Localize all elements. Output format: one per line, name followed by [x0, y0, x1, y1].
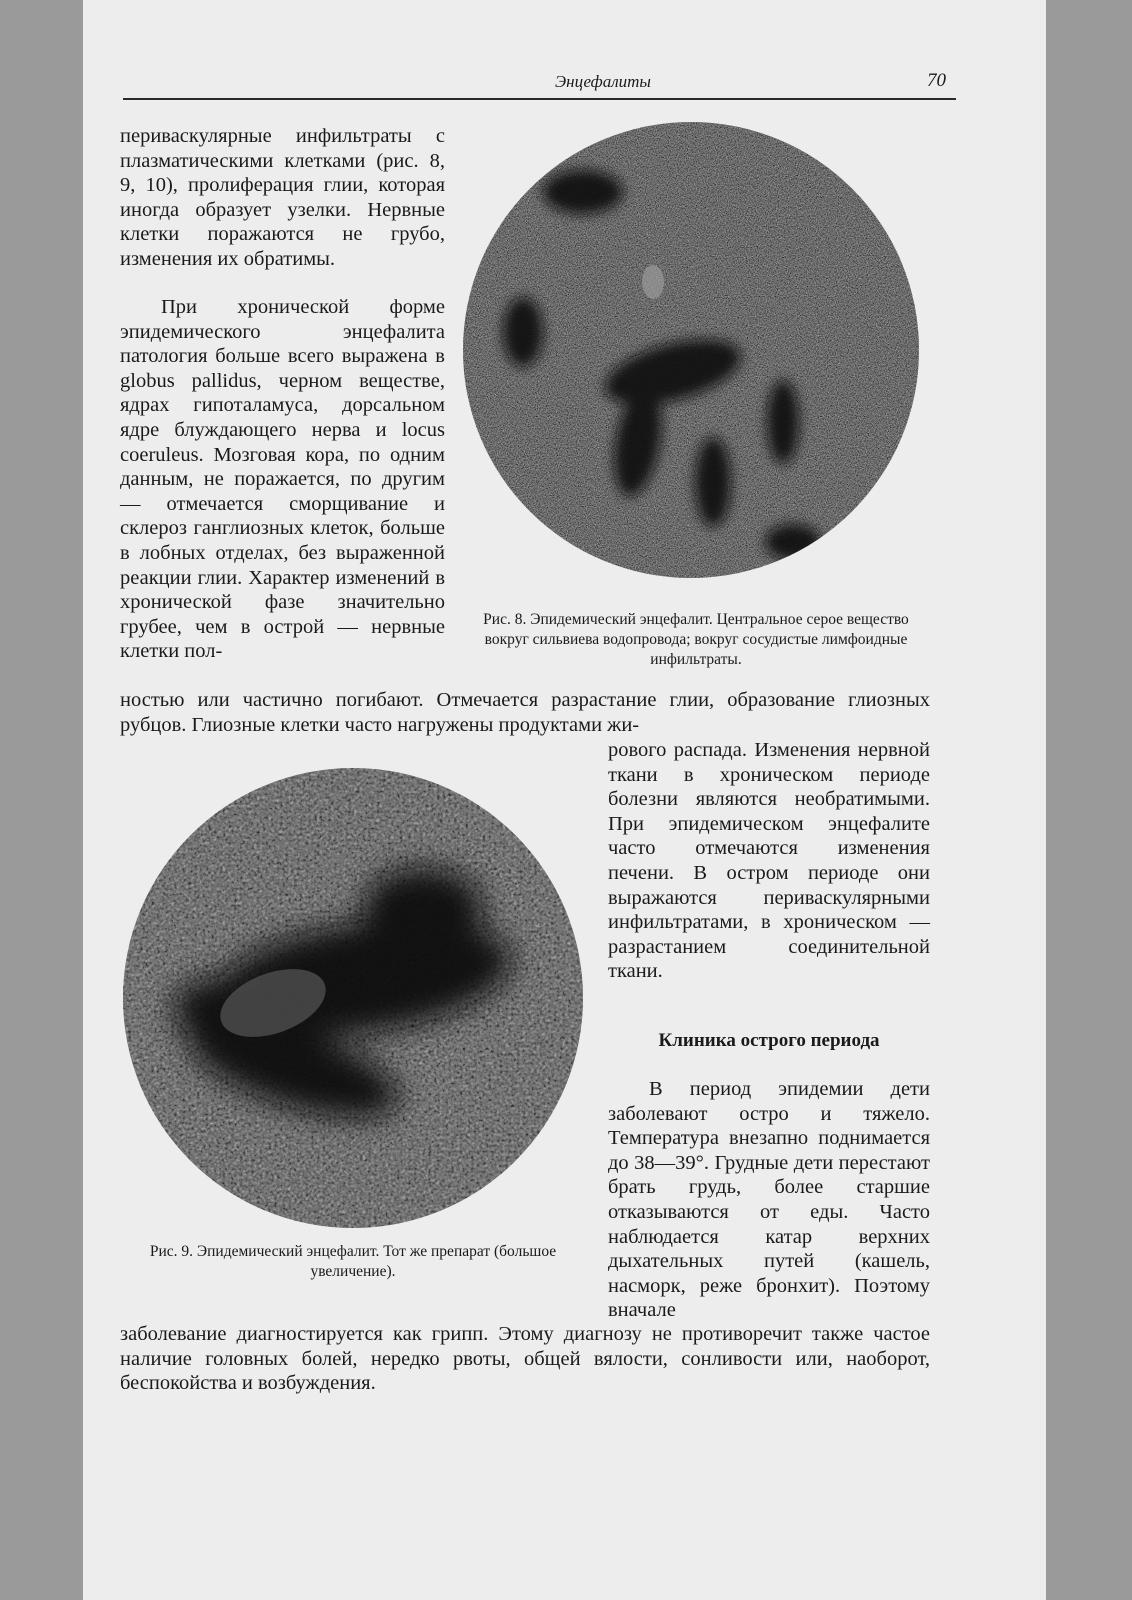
- header-rule: [123, 98, 956, 100]
- paragraph-irreversible-changes: рового распада. Изменения нервной ткани в хроническом периоде болезни являются необратимыми. При эпидемическом энцефалите часто отмечаются изменения печени. В остром периоде они выражаются периваскулярными инфильтратами, в хроническом — разрастанием соединительной ткани.: [608, 739, 930, 983]
- paragraph-perivascular: периваскулярные инфильтраты с плазматическими клетками (рис. 8, 9, 10), пролиферация глии, которая иногда образует узелки. Нервные клетки поражаются не грубо, изменения их обратимы.: [120, 125, 445, 270]
- figure-9-caption: Рис. 9. Эпидемический энцефалит. Тот же препарат (большое увеличение).: [149, 1243, 557, 1280]
- paragraph-chronic-form: При хронической форме эпидемического энцефалита патология больше всего выражена в globus pallidus, черном веществе, ядрах гипоталамуса, дорсальном ядре блуждающего нерва и locus coeruleus. Мозговая кора, по одним данным, не поражается, по другим — отмечается сморщивание и склероз ганглиозных клеток, больше в лобных отделах, без выраженной реакции глии. Характер изменений в хронической фазе значительно грубее, чем в острой — нервные клетки пол-: [120, 296, 445, 663]
- figure-8-caption: Рис. 8. Эпидемический энцефалит. Центральное серое вещество вокруг сильвиева водопровода; вокруг сосудистые лимфоидные инфильтраты.: [483, 611, 909, 668]
- paragraph-flu-diagnosis: заболевание диагностируется как грипп. Этому диагнозу не противоречит также частое наличие головных болей, нередко рвоты, общей вялости, сонливости или, наоборот, беспокойства и возбуждения.: [120, 1323, 930, 1395]
- paragraph-glia-growth: ностью или частично погибают. Отмечается разрастание глии, образование глиозных рубцов. Глиозные клетки часто нагружены продуктами жи-: [120, 689, 930, 736]
- book-page: [83, 0, 1046, 1600]
- running-header-title: Энцефалиты: [555, 72, 651, 91]
- page-number: 70: [927, 70, 946, 91]
- paragraph-epidemic-onset: В период эпидемии дети заболевают остро и тяжело. Температура внезапно поднимается до 38—39°. Грудные дети перестают брать грудь, более старшие отказываются от еды. Часто наблюдается катар верхних дыхательных путей (кашель, насморк, реже бронхит). Поэтому вначале: [608, 1078, 930, 1322]
- figure-9-micrograph: [123, 768, 583, 1228]
- section-heading-acute-period: Клиника острого периода: [658, 1030, 880, 1051]
- figure-8-micrograph: [463, 122, 919, 578]
